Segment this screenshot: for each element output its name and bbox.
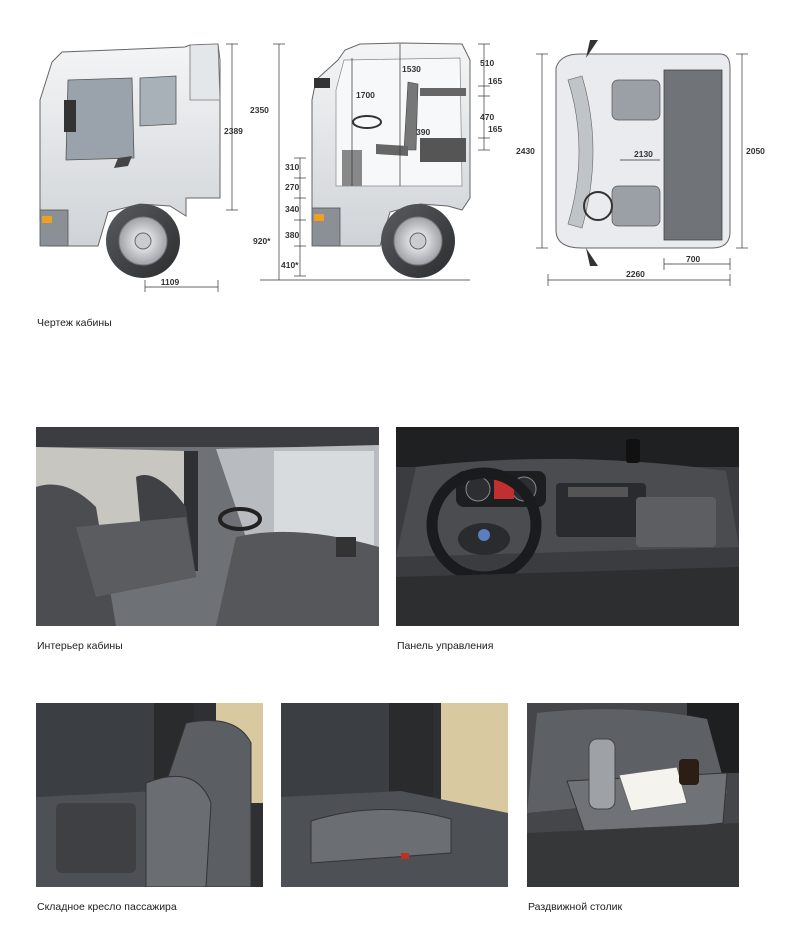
dim-step-4: 380 [285, 230, 300, 240]
caption-drawing: Чертеж кабины [37, 317, 112, 329]
caption-table: Раздвижной столик [528, 901, 623, 913]
dim-cab-height: 2350 [250, 105, 269, 115]
dim-upper-bunk-thickness: 165 [488, 76, 503, 86]
cab-side-view [40, 44, 220, 278]
dim-cab-width-mirrors: 2430 [516, 146, 535, 156]
dim-step-5: 410* [281, 260, 299, 270]
dim-bunk-gap: 470 [480, 112, 495, 122]
cab-technical-drawing [0, 0, 800, 300]
caption-interior: Интерьер кабины [37, 640, 123, 652]
photo-cab-interior [36, 427, 379, 626]
dim-step-2: 270 [285, 182, 300, 192]
caption-dashboard: Панель управления [397, 640, 494, 652]
dim-interior-width: 2130 [634, 149, 653, 159]
dim-height-total: 2389 [224, 126, 243, 136]
photo-folding-seat-1 [36, 703, 263, 887]
dim-seat-depth: 390 [416, 127, 431, 137]
photo-folding-seat-2 [281, 703, 508, 887]
dim-lower-bunk-thickness: 165 [488, 124, 503, 134]
caption-folding-seat: Складное кресло пассажира [37, 901, 177, 913]
dim-upper-bunk-gap: 510 [480, 58, 495, 68]
dim-overall-width: 2260 [626, 269, 645, 279]
dim-step-1: 310 [285, 162, 300, 172]
dim-floor-height: 920* [253, 236, 271, 246]
dim-cab-length: 2050 [746, 146, 765, 156]
dim-interior-height: 1700 [356, 90, 375, 100]
dim-step-3: 340 [285, 204, 300, 214]
photo-dashboard [396, 427, 739, 626]
photo-table [527, 703, 739, 887]
cab-section-view [312, 43, 470, 278]
dim-front-overhang: 1109 [160, 277, 180, 287]
dim-bunk-to-roof: 1530 [402, 64, 421, 74]
dim-bunk-width: 700 [686, 254, 701, 264]
